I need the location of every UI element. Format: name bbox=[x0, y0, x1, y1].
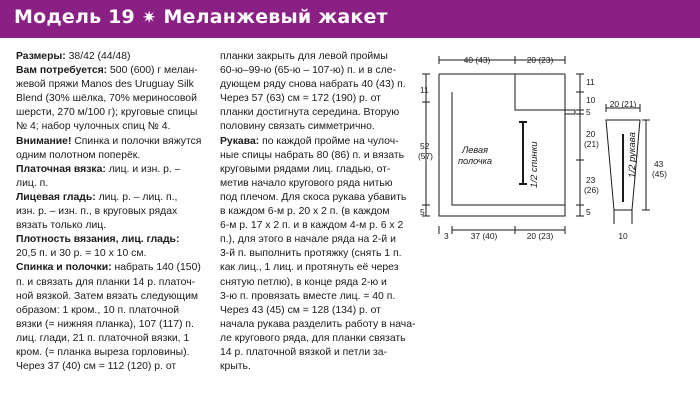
text-line bbox=[16, 219, 212, 233]
text-run: планки закрыть для левой проймы bbox=[220, 51, 388, 62]
text-run: планки достигнута середина. Вторую bbox=[220, 107, 400, 119]
dim-right-5a: 5 bbox=[586, 107, 591, 117]
text-run: ле кругового ряда, для планки связать bbox=[220, 332, 406, 344]
text-run: п. и связать для планки 14 р. платоч- bbox=[16, 276, 196, 288]
body-outline bbox=[439, 74, 575, 216]
front-label-1: Левая bbox=[462, 145, 489, 155]
text-line bbox=[220, 163, 420, 177]
text-run: половину связать симметрично. bbox=[220, 121, 375, 133]
sleeve-bottom-dim: 10 bbox=[618, 231, 628, 241]
text-line bbox=[220, 50, 420, 64]
text-line bbox=[16, 64, 212, 78]
text-line bbox=[220, 318, 420, 332]
text-line bbox=[16, 177, 212, 191]
model-title: Меланжевый жакет bbox=[163, 6, 388, 28]
sleeve-height-dim-2: (45) bbox=[652, 169, 667, 179]
dim-left-11: 11 bbox=[420, 85, 429, 95]
dim-right-20: 20 bbox=[586, 129, 596, 139]
bold-heading: Лицевая гладь: bbox=[16, 191, 99, 203]
text-run: 20,5 п. и 30 р. = 10 х 10 см. bbox=[16, 248, 147, 260]
text-line bbox=[220, 360, 420, 374]
text-line bbox=[220, 346, 420, 360]
text-run: вязать только лиц. bbox=[16, 220, 107, 232]
text-run: по каждой пройме на чулоч- bbox=[262, 135, 399, 147]
bold-heading: Рукава: bbox=[220, 135, 263, 147]
text-line bbox=[220, 233, 420, 247]
text-run: 3-ю п. провязать вместе лиц. = 40 п. bbox=[220, 290, 396, 302]
text-run: лиц. р. – лиц. п., bbox=[98, 191, 178, 203]
text-run: кром. (= планка выреза горловины). bbox=[16, 346, 190, 358]
text-run: 3-й п. выполнить протяжку (снять 1 п. bbox=[220, 248, 402, 260]
text-run: крыть. bbox=[220, 361, 251, 373]
text-line bbox=[16, 120, 212, 134]
half-back-label: 1/2 спинки bbox=[529, 141, 540, 188]
text-run: в каждом 6-м р. 20 х 2 п. (в каждом bbox=[220, 206, 390, 218]
dim-bottom-3: 3 bbox=[444, 231, 449, 241]
pattern-scheme bbox=[420, 42, 700, 252]
sleeve-height-dim: 43 bbox=[654, 159, 664, 169]
text-line bbox=[220, 304, 420, 318]
text-run: Blend (30% шёлка, 70% мериносовой bbox=[16, 93, 197, 105]
front-label-2: полочка bbox=[458, 156, 493, 166]
bold-heading: Внимание! bbox=[16, 135, 75, 147]
text-line bbox=[16, 149, 212, 163]
text-run: шерсти, 270 м/100 г); круговые спицы bbox=[16, 107, 198, 119]
text-run: Через 37 (40) см = 112 (120) р. от bbox=[16, 361, 177, 373]
dim-right-26: (26) bbox=[584, 185, 599, 195]
model-number: Модель 19 bbox=[14, 6, 135, 28]
text-line bbox=[220, 106, 420, 120]
star-icon: ✷ bbox=[141, 8, 157, 28]
text-run: Через 43 (45) см = 128 (134) р. от bbox=[220, 304, 381, 316]
bold-heading: Спинка и полочки: bbox=[16, 262, 115, 274]
text-run: как лиц., 1 лиц. и протянуть её через bbox=[220, 262, 399, 274]
text-run: ные спицы набрать 80 (86) п. и вязать bbox=[220, 149, 405, 161]
text-run: лиц. и изн. р. – bbox=[108, 163, 181, 175]
text-line bbox=[16, 106, 212, 120]
text-run: ной вязкой. Затем вязать следующим bbox=[16, 290, 199, 302]
text-run: одним полотном поперёк. bbox=[16, 149, 141, 161]
page-title bbox=[14, 6, 388, 28]
text-run: 6-м р. 17 х 2 п. и в каждом 4-м р. 6 х 2 bbox=[220, 220, 404, 232]
text-run: лиц. п. bbox=[16, 177, 49, 189]
text-run: вязки (= нижняя планка), 107 (117) п. bbox=[16, 318, 194, 330]
dim-right-21: (21) bbox=[584, 139, 599, 149]
text-run: № 4; набор чулочных спиц № 4. bbox=[16, 121, 171, 133]
text-run: п.), для этого в начале ряда на 2-й и bbox=[220, 234, 396, 246]
dim-bottom-right: 20 (23) bbox=[526, 231, 554, 241]
text-line bbox=[16, 135, 212, 149]
bold-heading: Платочная вязка: bbox=[16, 163, 109, 175]
text-line bbox=[16, 360, 212, 374]
text-line bbox=[220, 247, 420, 261]
bold-heading: Плотность вязания, лиц. гладь: bbox=[16, 234, 180, 246]
text-run: дующем ряду снова набрать 40 (43) п. bbox=[220, 79, 406, 91]
dim-left-52: 52 bbox=[420, 141, 430, 151]
dim-right-23: 23 bbox=[586, 175, 596, 185]
text-run: начала рукава разделить работу в нача- bbox=[220, 318, 416, 330]
text-line bbox=[220, 92, 420, 106]
text-run: 60-ю–99-ю (65-ю – 107-ю) п. и в сле- bbox=[220, 65, 397, 77]
text-line bbox=[220, 261, 420, 275]
text-run: под плечом. Для скоса рукава убавить bbox=[220, 191, 407, 203]
text-line bbox=[16, 318, 212, 332]
text-run: 14 р. платочной вязкой и петли за- bbox=[220, 346, 388, 358]
text-run: 500 (600) г мелан- bbox=[110, 65, 198, 77]
text-line bbox=[16, 247, 212, 261]
text-run: лиц. глади, 21 п. платочной вязки, 1 bbox=[16, 332, 190, 344]
text-line bbox=[220, 205, 420, 219]
instructions-column-2 bbox=[220, 50, 420, 374]
dim-right-10: 10 bbox=[586, 95, 596, 105]
text-line bbox=[220, 149, 420, 163]
text-run: метив начало кругового ряда нитью bbox=[220, 177, 393, 189]
text-line bbox=[16, 346, 212, 360]
text-line bbox=[16, 92, 212, 106]
text-run: Через 57 (63) см = 172 (190) р. от bbox=[220, 93, 381, 105]
text-run: набрать 140 (150) bbox=[114, 262, 201, 274]
text-line bbox=[16, 261, 212, 275]
text-line bbox=[16, 290, 212, 304]
dim-top-right: 20 (23) bbox=[526, 55, 554, 65]
bold-heading: Вам потребуется: bbox=[16, 65, 111, 77]
text-run: изн. р. – изн. п., в круговых рядах bbox=[16, 206, 178, 218]
text-line bbox=[220, 64, 420, 78]
bold-heading: Размеры: bbox=[16, 51, 69, 62]
text-run: образом: 1 кром., 10 п. платочной bbox=[16, 304, 180, 316]
dim-right-5b: 5 bbox=[586, 207, 591, 217]
text-line bbox=[220, 135, 420, 149]
text-line bbox=[220, 78, 420, 92]
text-line bbox=[16, 50, 212, 64]
text-line bbox=[16, 191, 212, 205]
text-line bbox=[220, 290, 420, 304]
text-run: снятую петлю), в конце ряда 2-ю и bbox=[220, 276, 387, 288]
half-sleeve-label: 1/2 рукава bbox=[627, 132, 638, 178]
text-line bbox=[16, 78, 212, 92]
title-banner bbox=[0, 0, 700, 38]
instructions-column-1 bbox=[16, 50, 212, 374]
text-line bbox=[16, 233, 212, 247]
text-run: круговыми рядами лиц. гладью, от- bbox=[220, 163, 391, 175]
text-line bbox=[220, 191, 420, 205]
text-run: жевой пряжи Manos des Uruguay Silk bbox=[16, 79, 194, 91]
text-line bbox=[220, 120, 420, 134]
text-line bbox=[16, 332, 212, 346]
dim-right-11: 11 bbox=[586, 77, 595, 87]
text-line bbox=[220, 332, 420, 346]
sleeve-top-dim: 20 (21) bbox=[609, 99, 637, 109]
text-run: 38/42 (44/48) bbox=[68, 51, 131, 62]
text-line bbox=[220, 219, 420, 233]
dim-top-left: 40 (43) bbox=[463, 55, 491, 65]
text-run: Спинка и полочки вяжутся bbox=[74, 135, 202, 147]
text-line bbox=[16, 304, 212, 318]
text-line bbox=[16, 276, 212, 290]
text-line bbox=[16, 163, 212, 177]
text-line bbox=[16, 205, 212, 219]
text-line bbox=[220, 276, 420, 290]
dim-left-57: (57) bbox=[418, 151, 433, 161]
text-line bbox=[220, 177, 420, 191]
dim-left-5: 5 bbox=[420, 207, 425, 217]
dim-bottom-left: 37 (40) bbox=[470, 231, 498, 241]
